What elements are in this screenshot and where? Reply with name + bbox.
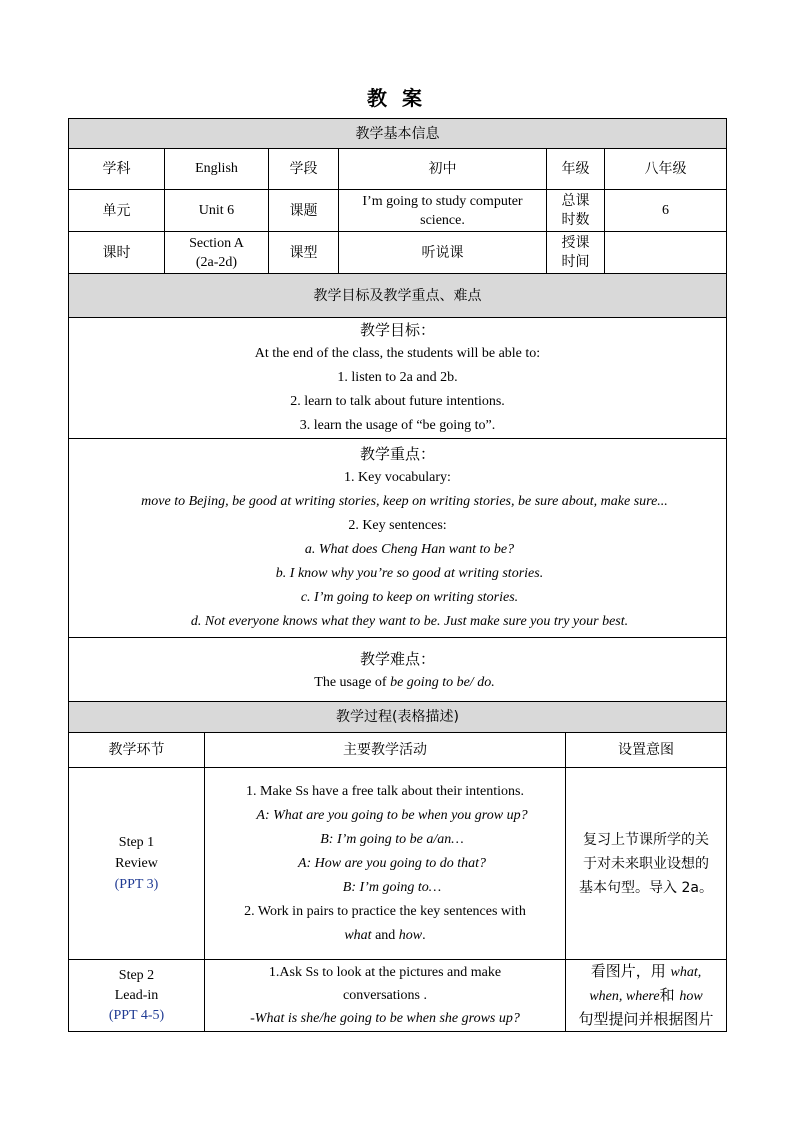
teaching-time-value [605, 232, 727, 274]
goal-item: 1. listen to 2a and 2b. [337, 370, 458, 385]
key-sentences-title: 2. Key sentences: [348, 518, 447, 533]
step2-activities: 1.Ask Ss to look at the pictures and make conversations . -What is she/he going to be when she grows up? [205, 960, 566, 1032]
key-vocab: move to Bejing, be good at writing stories, keep on writing stories, be sure about, make sure... [141, 494, 668, 509]
stage-value: 初中 [339, 149, 547, 190]
step2-ppt-ref: (PPT 4-5) [108, 1007, 165, 1023]
period-value: Section A (2a-2d) [165, 232, 269, 274]
lesson-type-value: 听说课 [339, 232, 547, 274]
document-title: 教 案 [367, 86, 426, 110]
basic-info-header: 教学基本信息 [69, 119, 727, 149]
step2-cell: Step 2 Lead-in (PPT 4-5) [69, 960, 205, 1032]
unit-value: Unit 6 [165, 190, 269, 232]
grade-value: 八年级 [605, 149, 727, 190]
step1-activities: 1. Make Ss have a free talk about their intentions. A: What are you going to be when you grow up? B: I’m going to be a/an… A: How are you going to do that? B: I’m going to… 2. Work in pairs to practice the key sentences with what and how. [205, 768, 566, 960]
subject-value: English [165, 149, 269, 190]
total-hours-label: 总课 时数 [547, 190, 605, 232]
stage-label: 学段 [269, 149, 339, 190]
step2-purpose: 看图片，用 what, when, where和 how 句型提问并根据图片 [566, 960, 727, 1032]
goals-title: 教学目标： [359, 321, 435, 339]
basic-info-table [68, 118, 727, 705]
teaching-goals-section [69, 318, 727, 439]
key-points-section [69, 439, 727, 638]
lesson-type-label: 课型 [269, 232, 339, 274]
difficulties-title: 教学难点： [359, 650, 435, 668]
key-sentence: d. Not everyone knows what they want to be. Just make sure you try your best. [190, 614, 629, 629]
topic-value: I’m going to study computer science. [339, 190, 547, 232]
total-hours-value: 6 [605, 190, 727, 232]
step1-ppt-ref: (PPT 3) [114, 877, 159, 892]
key-sentence: b. I know why you’re so good at writing stories. [275, 566, 544, 581]
subject-label: 学科 [69, 149, 165, 190]
step1-purpose: 复习上节课所学的关 于对未来职业设想的 基本句型。导入 2a。 [566, 768, 727, 960]
key-sentence: a. What does Cheng Han want to be? [304, 542, 515, 557]
teaching-time-label: 授课 时间 [547, 232, 605, 274]
topic-label: 课题 [269, 190, 339, 232]
goals-intro: At the end of the class, the students will be able to: [254, 346, 541, 361]
col-step-header: 教学环节 [69, 733, 205, 768]
key-points-title: 教学重点： [359, 445, 435, 463]
step1-cell: Step 1 Review (PPT 3) [69, 768, 205, 960]
key-vocab-title: 1. Key vocabulary: [344, 470, 451, 485]
col-purpose-header: 设置意图 [566, 733, 727, 768]
difficulties-section [69, 638, 727, 705]
goal-item: 2. learn to talk about future intentions. [290, 394, 505, 409]
goal-item: 3. learn the usage of “be going to”. [299, 418, 496, 433]
teaching-process-table [68, 701, 727, 1032]
col-activity-header: 主要教学活动 [205, 733, 566, 768]
period-label: 课时 [69, 232, 165, 274]
objectives-header: 教学目标及教学重点、难点 [69, 274, 727, 318]
unit-label: 单元 [69, 190, 165, 232]
process-header: 教学过程(表格描述) [69, 702, 727, 733]
difficulties-text: The usage of be going to be/ do. [314, 675, 495, 690]
grade-label: 年级 [547, 149, 605, 190]
key-sentence: c. I’m going to keep on writing stories. [300, 590, 519, 605]
